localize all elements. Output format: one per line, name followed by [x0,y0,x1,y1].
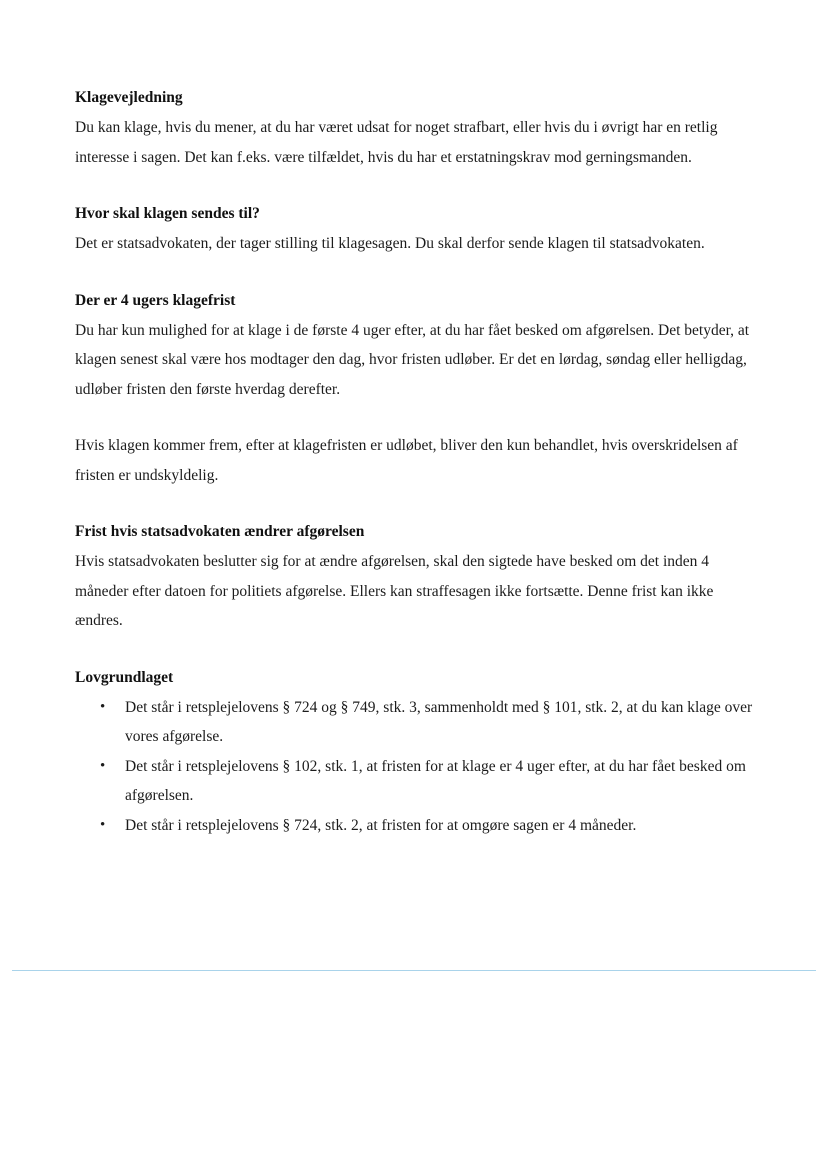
heading-klagevejledning: Klagevejledning [75,89,183,106]
bullet-icon: • [100,757,106,774]
list-item-text: Det står i retsplejelovens § 724, stk. 2, at fristen for at omgøre sagen er 4 måneder. [125,816,637,834]
horizontal-divider [12,970,816,971]
paragraph-klagevejledning: Du kan klage, hvis du mener, at du har været udsat for noget strafbart, eller hvis du i øvrigt har en retlig interesse i sagen. Det kan f.eks. være tilfældet, hvis du har et erstatningskrav mod gerningsmanden. [75,119,718,166]
paragraph-klagefrist: Du har kun mulighed for at klage i de første 4 uger efter, at du har fået besked om afgørelsen. Det betyder, at klagen senest skal være hos modtager den dag, hvor fristen udløber. Er det en lørdag, søndag eller helligdag, udløber fristen den første hverdag derefter. [75,321,750,398]
list-item [75,752,755,811]
paragraph-frist-statsadvokat: Hvis statsadvokaten beslutter sig for at ændre afgørelsen, skal den sigtede have besked om det inden 4 måneder efter datoen for politiets afgørelse. Ellers kan straffesagen ikke fortsætte. Denne frist kan ikke ændres. [75,553,714,629]
heading-frist-statsadvokat: Frist hvis statsadvokaten ændrer afgørelsen [75,523,365,540]
list-item [75,693,755,752]
heading-hvor-skal-klagen-sendes: Hvor skal klagen sendes til? [75,205,260,222]
list-item [75,811,755,841]
list-item-text: Det står i retsplejelovens § 724 og § 749, stk. 3, sammenholdt med § 101, stk. 2, at du kan klage over vores afgørelse. [125,698,753,745]
bullet-icon: • [100,698,106,715]
bullet-icon: • [100,816,106,833]
list-item-text: Det står i retsplejelovens § 102, stk. 1, at fristen for at klage er 4 uger efter, at du har fået besked om afgørelsen. [125,757,746,804]
paragraph-klagefrist-overskridelse: Hvis klagen kommer frem, efter at klagefristen er udløbet, bliver den kun behandlet, hvis overskridelsen af fristen er undskyldelig. [75,437,738,484]
lovgrundlag-list [75,693,755,841]
heading-lovgrundlaget: Lovgrundlaget [75,668,174,686]
paragraph-hvor-skal-klagen-sendes: Det er statsadvokaten, der tager stilling til klagesagen. Du skal derfor sende klagen til statsadvokaten. [75,235,705,252]
heading-klagefrist: Der er 4 ugers klagefrist [75,291,236,309]
document-content [75,83,755,840]
